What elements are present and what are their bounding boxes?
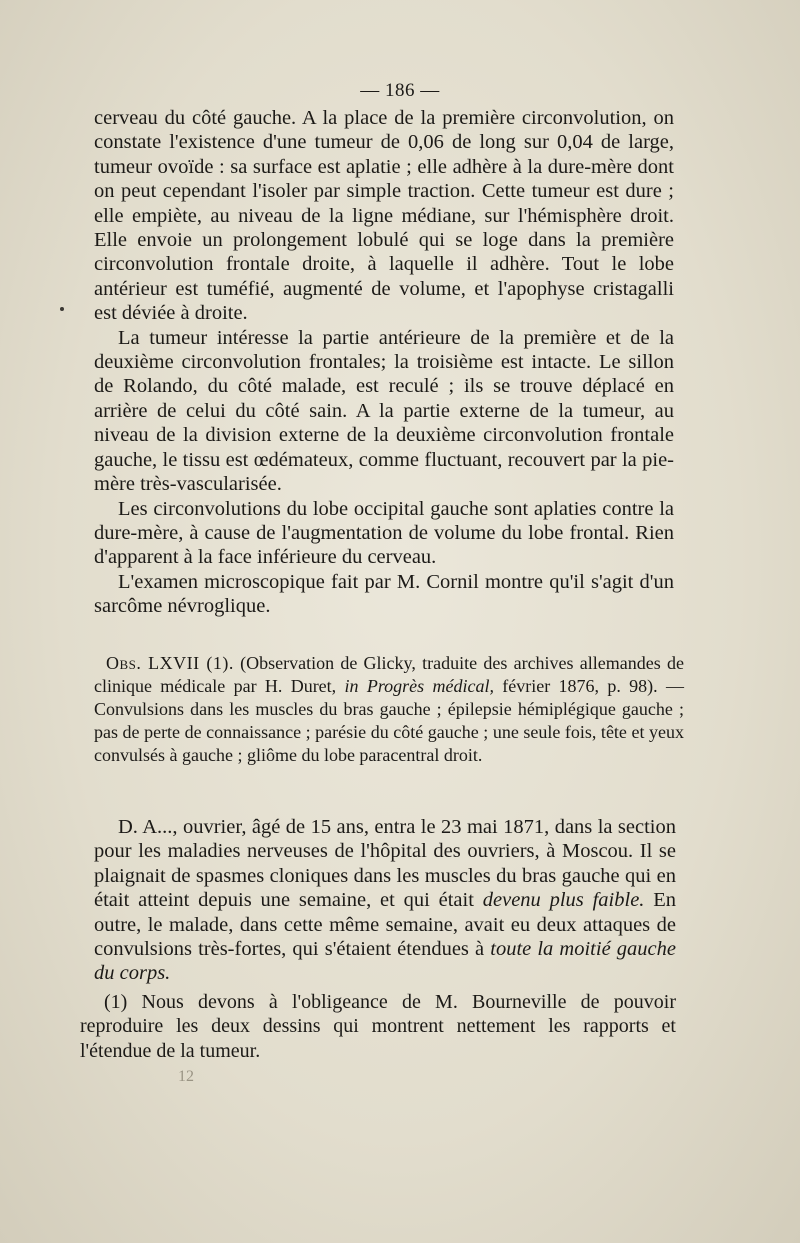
observation-journal: in Progrès médical, xyxy=(344,676,494,696)
observation-paragraph xyxy=(94,652,684,767)
case-text-part: En outre, le malade, dans cette même semaine, avait eu deux attaques de convulsions très-fortes, qui s'étaient étendues à xyxy=(94,889,677,961)
case-text-part: D. A..., ouvrier, âgé de 15 ans, entra le 23 mai 1871, dans la section pour les maladies nerveuses de l'hôpital des ouvriers, à Moscou. Il se plaignait de spasmes cloniques dans les muscles du bras gauche qui en était atteint depuis une semaine, et qui était xyxy=(94,816,676,912)
paragraph: Les circonvolutions du lobe occipital gauche sont aplaties contre la dure-mère, à cause de l'augmentation de volume du lobe frontal. Rien d'apparent à la face inférieure du cerveau. xyxy=(94,497,674,569)
paragraph: L'examen microscopique fait par M. Cornil montre qu'il s'agit d'un sarcôme névroglique. xyxy=(94,570,674,618)
case-emphasis: toute la moitié gauche du corps. xyxy=(94,938,676,985)
main-text xyxy=(94,106,674,619)
observation-summary xyxy=(94,652,684,767)
ink-dot xyxy=(60,307,64,311)
observation-label: Obs. LXVII (1). xyxy=(106,653,234,673)
printer-signature: 12 xyxy=(178,1068,194,1085)
observation-source: (Observation de Glicky, traduite des archives allemandes de clinique médicale par H. Duret, xyxy=(94,653,684,696)
case-paragraph xyxy=(94,815,676,986)
paragraph: cerveau du côté gauche. A la place de la première circonvolution, on constate l'existence d'une tumeur de 0,06 de long sur 0,04 de large, tumeur ovoïde : sa surface est aplatie ; elle adhère à la dure-mère dont on peut cependant l'isoler par simple traction. Cette tumeur est dure ; elle empiète, au niveau de la ligne médiane, sur l'hémisphère droit. Elle envoie un prolongement lobulé qui se loge dans la première circonvolution frontale droite, à laquelle il adhère. Tout le lobe antérieur est tuméfié, augmenté de volume, et l'apophyse cristagalli est déviée à droite. xyxy=(94,107,674,325)
observation-details: février 1876, p. 98). — Convulsions dans les muscles du bras gauche ; épilepsie hémiplégique gauche ; pas de perte de connaissance ; parésie du côté gauche ; une seule fois, tête et yeux convulsés à gauche ; gliôme du lobe paracentral droit. xyxy=(94,676,684,765)
page-number: — 186 — xyxy=(360,80,440,101)
footnote-text: (1) Nous devons à l'obligeance de M. Bourneville de pouvoir reproduire les deux dessins qui montrent nettement les rapports et l'étendue de la tumeur. xyxy=(80,991,676,1062)
paragraph: La tumeur intéresse la partie antérieure de la première et de la deuxième circonvolution frontales; la troisième est intacte. Le sillon de Rolando, du côté malade, est reculé ; ils se trouve déplacé en arrière de celui du côté sain. A la partie externe de la tumeur, au niveau de la division externe de la deuxième circonvolution frontale gauche, le tissu est œdémateux, comme fluctuant, recouvert par la pie-mère très-vascularisée. xyxy=(94,326,674,496)
case-description xyxy=(94,815,676,986)
case-emphasis: devenu plus faible. xyxy=(482,889,645,912)
footnote xyxy=(80,990,676,1063)
